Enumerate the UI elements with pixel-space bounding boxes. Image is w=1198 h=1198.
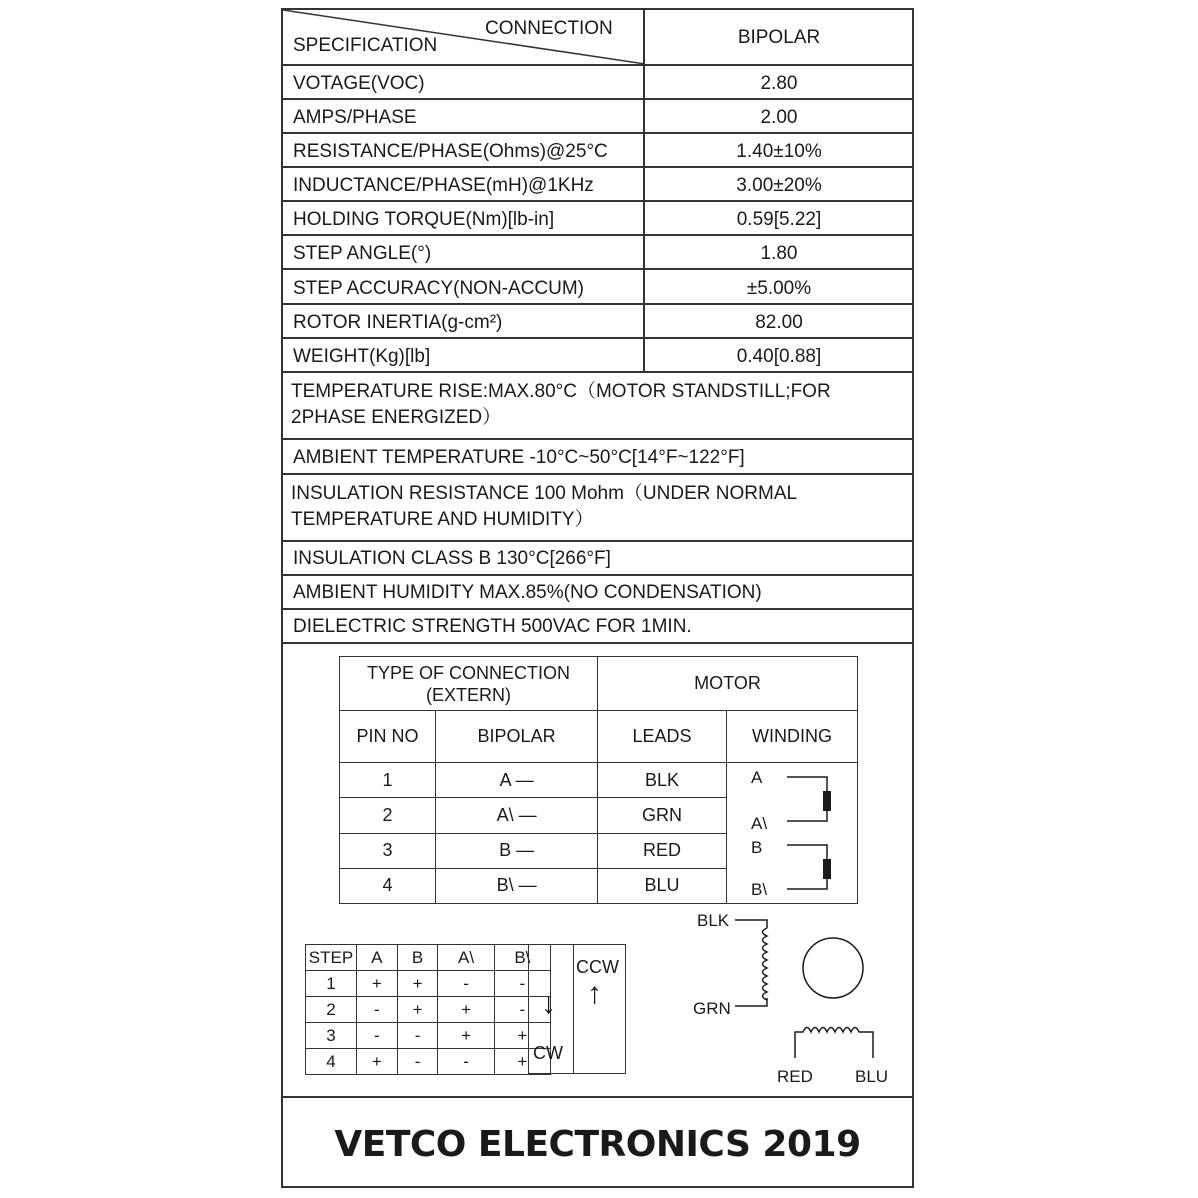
step-cell: - <box>438 1049 494 1075</box>
spec-row <box>283 134 912 168</box>
spec-label: WEIGHT(Kg)[lb] <box>293 346 431 367</box>
humidity-row <box>283 576 912 610</box>
coil-b-icon <box>795 1028 873 1059</box>
humidity-text: AMBIENT HUMIDITY MAX.85%(NO CONDENSATION) <box>293 582 762 603</box>
direction-box <box>528 944 626 1074</box>
spec-value: 0.59[5.22] <box>736 209 822 230</box>
connection-table <box>339 656 858 904</box>
step-sequence-table <box>305 944 551 1075</box>
insulation-resistance-row <box>283 475 912 542</box>
coil-a-icon <box>763 928 768 1000</box>
pin-cell: 2 <box>340 798 436 833</box>
lead-cell: RED <box>598 833 727 868</box>
footer-divider <box>283 1096 912 1098</box>
spec-value: 0.40[0.88] <box>736 346 822 367</box>
spec-row <box>283 66 912 100</box>
pin-no-header: PIN NO <box>340 711 436 763</box>
step-col-header: B\ <box>494 945 550 971</box>
spec-label: AMPS/PHASE <box>293 107 417 128</box>
pin-cell: 4 <box>340 868 436 903</box>
brand-footer: VETCO ELECTRONICS 2019 <box>334 1124 861 1165</box>
spec-row <box>283 168 912 202</box>
insulation-class-row <box>283 542 912 576</box>
step-cell: - <box>357 1023 398 1049</box>
step-cell: - <box>494 971 550 997</box>
spec-value: ±5.00% <box>746 278 812 299</box>
bipolar-cell: A\ — <box>436 798 598 833</box>
winding-a-wire <box>787 777 827 821</box>
step-col-header: B <box>397 945 438 971</box>
spec-label: STEP ANGLE(°) <box>293 243 432 264</box>
winding-label-b-bar: B\ <box>751 880 768 899</box>
step-cell: + <box>357 971 398 997</box>
step-header: STEP <box>306 945 357 971</box>
step-cell: + <box>397 997 438 1023</box>
direction-divider <box>573 945 574 1073</box>
bipolar-cell: B\ — <box>436 868 598 903</box>
spec-label: RESISTANCE/PHASE(Ohms)@25°C <box>293 141 608 162</box>
blu-lead-label: BLU <box>855 1067 889 1086</box>
spec-value: 1.40±10% <box>736 141 822 162</box>
winding-diagram <box>727 763 855 903</box>
step-cell: + <box>438 997 494 1023</box>
step-cell: + <box>438 1023 494 1049</box>
lead-cell: BLU <box>598 868 727 903</box>
spec-value: 3.00±20% <box>736 175 822 196</box>
spec-label: STEP ACCURACY(NON-ACCUM) <box>293 278 585 299</box>
step-cell: 2 <box>306 997 357 1023</box>
red-lead-label: RED <box>777 1067 813 1086</box>
spec-label: ROTOR INERTIA(g-cm²) <box>293 312 503 333</box>
spec-row <box>283 202 912 236</box>
lead-cell: GRN <box>598 798 727 833</box>
motor-wiring-diagram <box>683 906 903 1086</box>
motor-header: MOTOR <box>598 657 858 711</box>
spec-value: 2.80 <box>760 73 798 94</box>
dielectric-row <box>283 610 912 644</box>
temperature-rise-row <box>283 373 912 440</box>
step-cell: + <box>494 1023 550 1049</box>
step-cell: - <box>397 1023 438 1049</box>
step-cell: - <box>397 1049 438 1075</box>
spec-value: 82.00 <box>755 312 803 333</box>
spec-label: VOTAGE(VOC) <box>293 73 425 94</box>
winding-label-a-bar: A\ <box>751 814 768 833</box>
step-col-header: A\ <box>438 945 494 971</box>
bipolar-cell: A — <box>436 763 598 798</box>
spec-value: 2.00 <box>760 107 798 128</box>
spec-row <box>283 339 912 373</box>
step-cell: - <box>357 997 398 1023</box>
insulation-resistance-text: INSULATION RESISTANCE 100 Mohm（UNDER NORMAL TEMPERATURE AND HUMIDITY） <box>291 483 798 530</box>
temperature-rise-text: TEMPERATURE RISE:MAX.80°C（MOTOR STANDSTILL;FOR 2PHASE ENERGIZED） <box>291 381 831 428</box>
leads-header: LEADS <box>598 711 727 763</box>
step-cell: - <box>494 997 550 1023</box>
cw-label: CW <box>533 1043 563 1063</box>
step-cell: 4 <box>306 1049 357 1075</box>
step-cell: + <box>357 1049 398 1075</box>
ccw-label: CCW <box>576 957 619 977</box>
pin-cell: 1 <box>340 763 436 798</box>
type-of-connection-header: TYPE OF CONNECTION (EXTERN) <box>340 657 598 711</box>
step-cell: + <box>397 971 438 997</box>
cw-arrow-icon: ↓ <box>541 987 556 1020</box>
winding-b-wire <box>787 845 827 889</box>
spec-label: HOLDING TORQUE(Nm)[lb-in] <box>293 209 555 230</box>
header-row <box>283 10 912 66</box>
spec-row <box>283 236 912 270</box>
connection-label: CONNECTION <box>485 18 613 39</box>
bipolar-header: BIPOLAR <box>737 27 821 48</box>
lead-cell: BLK <box>598 763 727 798</box>
bipolar-cell: B — <box>436 833 598 868</box>
winding-a-coil <box>823 791 831 811</box>
ccw-arrow-icon: ↑ <box>587 977 602 1010</box>
spec-value: 1.80 <box>760 243 798 264</box>
winding-diagram-cell <box>727 763 858 904</box>
spec-sheet <box>281 8 914 1188</box>
blk-lead-label: BLK <box>697 911 730 930</box>
insulation-class-text: INSULATION CLASS B 130°C[266°F] <box>293 548 611 569</box>
step-cell: 3 <box>306 1023 357 1049</box>
winding-label-a: A <box>751 768 763 787</box>
grn-lead-label: GRN <box>693 999 731 1018</box>
ambient-temperature-row <box>283 440 912 475</box>
winding-label-b: B <box>751 838 763 857</box>
winding-header: WINDING <box>727 711 858 763</box>
step-cell: - <box>438 971 494 997</box>
rotor-icon <box>803 938 863 998</box>
step-cell: 1 <box>306 971 357 997</box>
winding-b-coil <box>823 859 831 879</box>
bipolar-col-header: BIPOLAR <box>436 711 598 763</box>
spec-row <box>283 100 912 134</box>
spec-label: INDUCTANCE/PHASE(mH)@1KHz <box>293 175 594 196</box>
pin-cell: 3 <box>340 833 436 868</box>
spec-row <box>283 270 912 305</box>
spec-row <box>283 305 912 339</box>
dielectric-text: DIELECTRIC STRENGTH 500VAC FOR 1MIN. <box>293 616 692 637</box>
step-cell: + <box>494 1049 550 1075</box>
step-col-header: A <box>357 945 398 971</box>
ambient-temperature-text: AMBIENT TEMPERATURE -10°C~50°C[14°F~122°F] <box>293 447 745 468</box>
specification-label: SPECIFICATION <box>293 35 438 56</box>
